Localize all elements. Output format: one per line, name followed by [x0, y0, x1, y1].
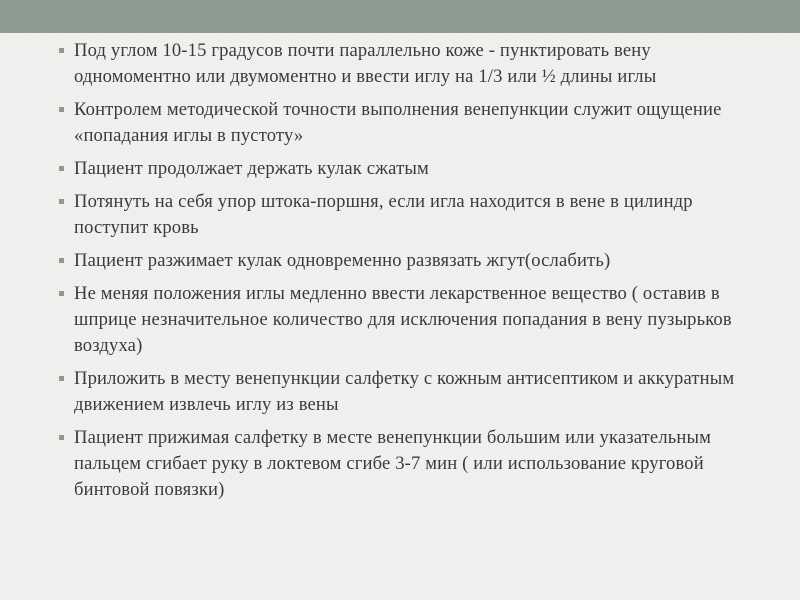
- square-bullet-icon: [59, 376, 64, 381]
- square-bullet-icon: [59, 199, 64, 204]
- bullet-item-6: [59, 281, 759, 359]
- bullet-text: Пациент прижимая салфетку в месте венепункции большим или указательным пальцем сгибает руку в локтевом сгибе 3-7 мин ( или использование круговой бинтовой повязки): [74, 427, 712, 500]
- square-bullet-icon: [59, 166, 64, 171]
- bullet-item-3: [59, 156, 759, 182]
- top-accent-bar: [0, 0, 800, 33]
- square-bullet-icon: [59, 435, 64, 440]
- bullet-text: Приложить в месту венепункции салфетку с кожным антисептиком и аккуратным движением извлечь иглу из вены: [74, 368, 735, 415]
- bullet-item-7: [59, 366, 759, 418]
- square-bullet-icon: [59, 291, 64, 296]
- square-bullet-icon: [59, 258, 64, 263]
- bullet-list: [59, 38, 759, 510]
- bullet-text: Контролем методической точности выполнения венепункции служит ощущение «попадания иглы в пустоту»: [74, 99, 722, 146]
- bullet-item-4: [59, 189, 759, 241]
- bullet-item-8: [59, 425, 759, 503]
- bullet-item-2: [59, 97, 759, 149]
- bullet-text: Потянуть на себя упор штока-поршня, если игла находится в вене в цилиндр поступит кровь: [74, 191, 693, 238]
- bullet-item-5: [59, 248, 759, 274]
- bullet-item-1: [59, 38, 759, 90]
- bullet-text: Пациент продолжает держать кулак сжатым: [74, 158, 429, 179]
- bullet-text: Пациент разжимает кулак одновременно развязать жгут(ослабить): [74, 250, 611, 271]
- bullet-text: Не меняя положения иглы медленно ввести лекарственное вещество ( оставив в шприце незначительное количество для исключения попадания в вену пузырьков воздуха): [74, 283, 732, 356]
- square-bullet-icon: [59, 48, 64, 53]
- square-bullet-icon: [59, 107, 64, 112]
- bullet-text: Под углом 10-15 градусов почти параллельно коже - пунктировать вену одномоментно или двумоментно и ввести иглу на 1/3 или ½ длины иглы: [74, 40, 657, 87]
